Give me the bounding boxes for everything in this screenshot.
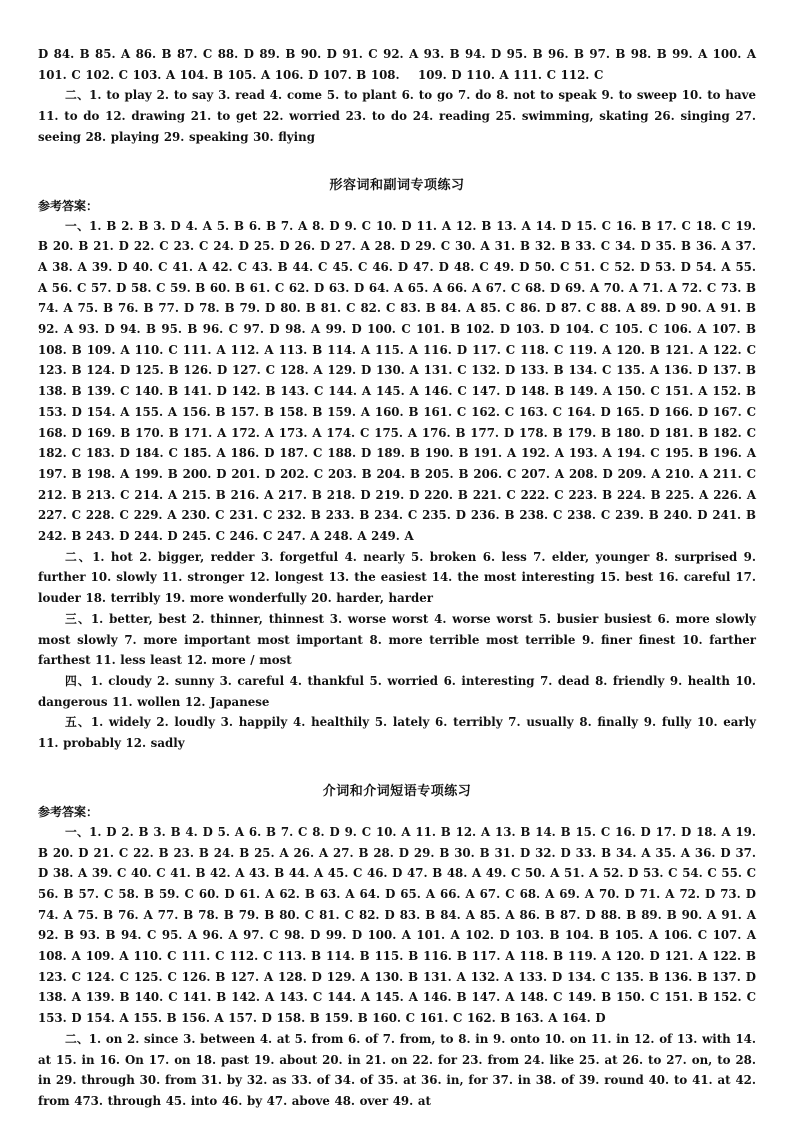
answer-key-page <box>38 44 756 1112</box>
preposition-section-title: 介词和介词短语专项练习 <box>322 783 472 799</box>
adjective-adverb-section-title: 形容词和副词专项练习 <box>329 177 465 193</box>
section-spacer <box>38 754 756 781</box>
preposition-reference-answers-label: 参考答案： <box>38 804 99 819</box>
previous-part-two-answers: 二、1. to play 2. to say 3. read 4. come 5. to plant 6. to go 7. do 8. not to speak 9. to sweep 10. to have 11. to do 12. drawing 21. to get 22. worried 23. to do 24. reading 25. swimming, skating 26. singing 27. seeing 28. playing 29. speaking 30. flying <box>38 88 756 144</box>
preposition-part-two-answers: 二、1. on 2. since 3. between 4. at 5. from 6. of 7. from, to 8. in 9. onto 10. on 11. in 12. of 13. with 14. at 15. in 16. On 17. on 18. past 19. about 20. in 21. on 22. for 23. from 24. like 25. at 26. to 27. on, to 28. in 29. through 30. from 31. by 32. as 33. of 34. of 35. at 36. in, for 37. in 38. of 39. round 40. to 41. at 42. from 473. through 45. into 46. by 47. above 48. over 49. at <box>38 1031 756 1108</box>
previous-answers-continued: D 84. B 85. A 86. B 87. C 88. D 89. B 90. D 91. C 92. A 93. B 94. D 95. B 96. B 97. B 98. B 99. A 100. A 101. C 102. C 103. A 104. B 105. A 106. D 107. B 108. 109. D 110. A 111. C 112. C <box>38 47 756 82</box>
preposition-part-one-answers: 一、1. D 2. B 3. B 4. D 5. A 6. B 7. C 8. D 9. C 10. A 11. B 12. A 13. B 14. B 15. C 16. D 17. D 18. A 19. B 20. D 21. C 22. B 23. B 24. B 25. A 26. A 27. B 28. D 29. B 30. B 31. D 32. D 33. B 34. A 35. A 36. D 37. D 38. A 39. C 40. C 41. B 42. A 43. B 44. A 45. C 46. D 47. B 48. A 49. C 50. A 51. A 52. D 53. C 54. C 55. C 56. B 57. C 58. B 59. C 60. D 61. A 62. B 63. A 64. D 65. A 66. A 67. C 68. A 69. A 70. D 71. A 72. D 73. D 74. A 75. B 76. A 77. B 78. B 79. B 80. C 81. C 82. D 83. B 84. A 85. A 86. B 87. D 88. B 89. B 90. A 91. A 92. B 93. B 94. C 95. A 96. A 97. C 98. D 99. D 100. A 101. A 102. D 103. B 104. B 105. A 106. C 107. A 108. A 109. A 110. C 111. C 112. C 113. B 114. B 115. B 116. B 117. A 118. B 119. A 120. D 121. A 122. B 123. C 124. C 125. C 126. B 127. A 128. D 129. A 130. B 131. A 132. A 133. D 134. C 135. B 136. B 137. D 138. A 139. B 140. C 141. B 142. A 143. C 144. A 145. A 146. B 147. A 148. C 149. B 150. C 151. B 152. C 153. D 154. A 155. B 156. A 157. D 158. B 159. B 160. C 161. C 162. B 163. A 164. D <box>38 824 756 1026</box>
adjective-part-two-answers: 二、1. hot 2. bigger, redder 3. forgetful 4. nearly 5. broken 6. less 7. elder, younger 8. surprised 9. further 10. slowly 11. stronger 12. longest 13. the easiest 14. the most interesting 15. best 16. careful 17. louder 18. terribly 19. more wonderfully 20. harder, harder <box>38 549 756 606</box>
adjective-part-one-answers: 一、1. B 2. B 3. D 4. A 5. B 6. B 7. A 8. D 9. C 10. D 11. A 12. B 13. A 14. D 15. C 16. B 17. C 18. C 19. B 20. B 21. D 22. C 23. C 24. D 25. D 26. D 27. A 28. D 29. C 30. A 31. B 32. B 33. C 34. D 35. B 36. A 37. A 38. A 39. D 40. C 41. A 42. C 43. B 44. C 45. C 46. D 47. D 48. C 49. D 50. C 51. C 52. D 53. D 54. A 55. A 56. C 57. D 58. C 59. B 60. B 61. C 62. D 63. D 64. A 65. A 66. A 67. C 68. D 69. A 70. A 71. A 72. C 73. B 74. A 75. B 76. B 77. D 78. B 79. D 80. B 81. C 82. C 83. B 84. A 85. C 86. D 87. C 88. A 89. D 90. A 91. B 92. A 93. D 94. B 95. B 96. C 97. D 98. A 99. D 100. C 101. B 102. D 103. D 104. C 105. C 106. A 107. B 108. B 109. A 110. C 111. A 112. A 113. B 114. A 115. A 116. D 117. C 118. C 119. A 120. B 121. A 122. C 123. B 124. D 125. B 126. D 127. C 128. A 129. D 130. A 131. C 132. D 133. B 134. C 135. A 136. D 137. B 138. B 139. C 140. B 141. D 142. B 143. C 144. A 145. A 146. C 147. D 148. B 149. A 150. C 151. A 152. B 153. D 154. A 155. A 156. B 157. B 158. B 159. A 160. B 161. C 162. C 163. C 164. D 165. D 166. D 167. C 168. D 169. B 170. B 171. A 172. A 173. A 174. C 175. A 176. B 177. D 178. B 179. B 180. D 181. B 182. C 182. C 183. D 184. C 185. A 186. D 187. C 188. D 189. B 190. B 191. A 192. A 193. A 194. C 195. B 196. A 197. B 198. A 199. B 200. D 201. D 202. C 203. B 204. B 205. B 206. C 207. A 208. D 209. A 210. A 211. C 212. B 213. C 214. A 215. B 216. A 217. B 218. D 219. D 220. B 221. C 222. C 223. B 224. B 225. A 226. A 227. C 228. C 229. A 230. C 231. C 232. B 233. B 234. C 235. D 236. B 238. C 238. C 239. B 240. D 241. B 242. B 243. D 244. D 245. C 246. C 247. A 248. A 249. A <box>38 218 756 544</box>
adjective-part-four-answers: 四、1. cloudy 2. sunny 3. careful 4. thankful 5. worried 6. interesting 7. dead 8. friendly 9. health 10. dangerous 11. wollen 12. Japanese <box>38 673 756 709</box>
section-spacer <box>38 148 756 175</box>
adjective-part-three-answers: 三、1. better, best 2. thinner, thinnest 3. worse worst 4. worse worst 5. busier busiest 6. more slowly most slowly 7. more important most important 8. more terrible most terrible 9. finer finest 10. farther farthest 11. less least 12. more / most <box>38 611 756 668</box>
adjective-part-five-answers: 五、1. widely 2. loudly 3. happily 4. healthily 5. lately 6. terribly 7. usually 8. finally 9. fully 10. early 11. probably 12. sadly <box>38 715 756 751</box>
adjective-reference-answers-label: 参考答案： <box>38 198 99 213</box>
